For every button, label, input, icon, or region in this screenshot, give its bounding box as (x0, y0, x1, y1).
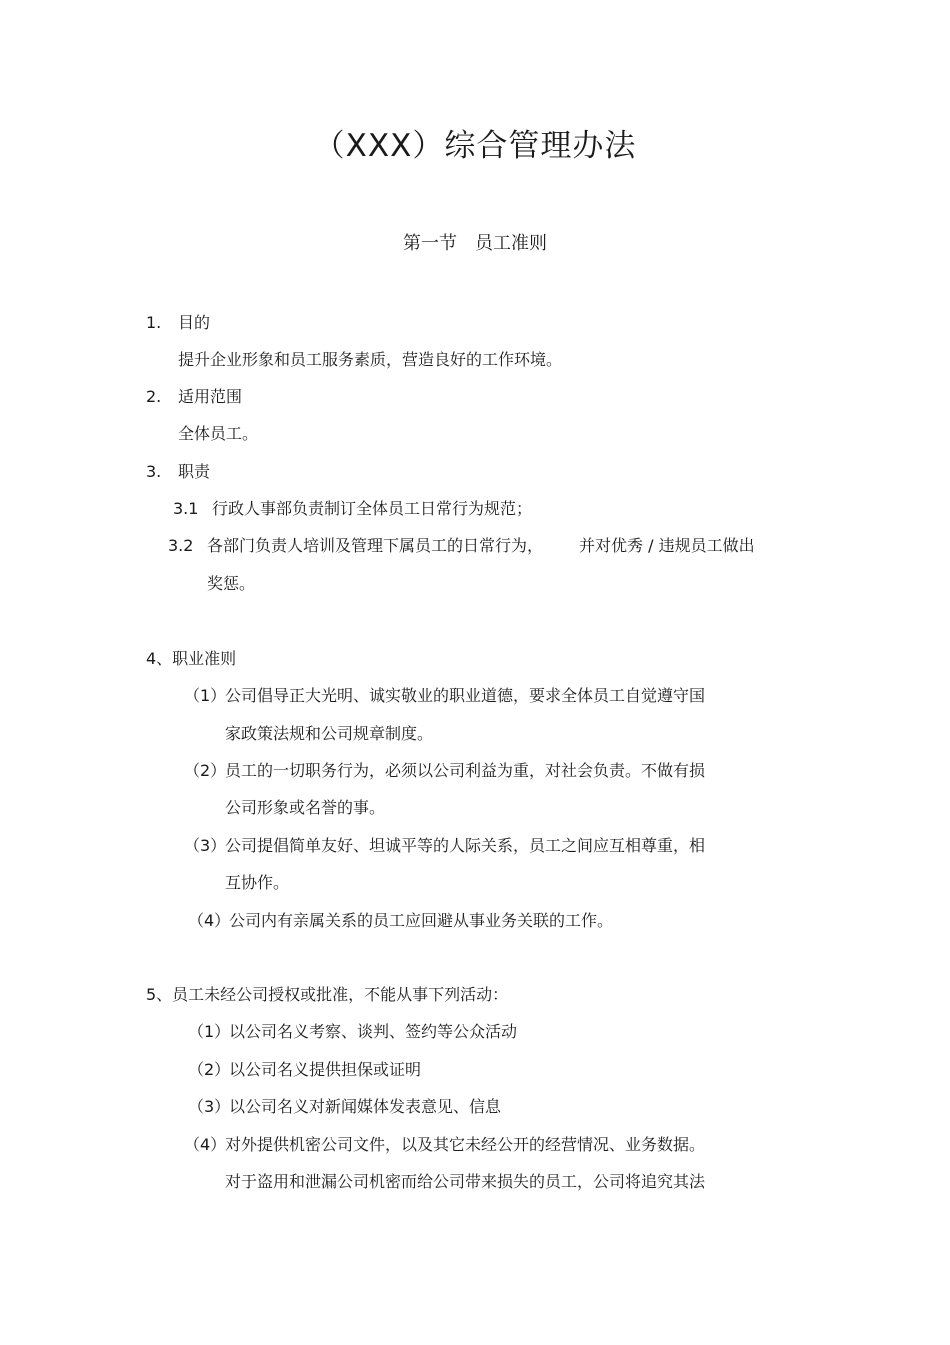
conduct-para-3 (184, 835, 705, 857)
section-prefix: 第一节 (403, 233, 457, 254)
conduct-para-1-cont: 家政策法规和公司规章制度。 (225, 724, 434, 743)
para-text: 员工的一切职务行为，必须以公司利益为重，对社会负责。不做有损 (225, 761, 706, 780)
item-heading: 适用范围 (178, 387, 243, 406)
para-number: （1） (184, 686, 227, 705)
item-prohibited-heading: 5、员工未经公司授权或批准，不能从事下列活动： (146, 985, 509, 1004)
para-text: 对外提供机密公司文件，以及其它未经公开的经营情况、业务数据。 (225, 1135, 706, 1154)
item-duty-heading (146, 461, 210, 483)
item-number: 2. (146, 387, 162, 406)
item-heading: 职责 (178, 462, 211, 481)
sub-number: 3.2 (168, 536, 194, 555)
para-number: （3） (188, 1097, 231, 1116)
item-number: 3. (146, 462, 162, 481)
item-purpose-heading (146, 312, 210, 334)
para-text: 公司内有亲属关系的员工应回避从事业务关联的工作。 (229, 911, 614, 930)
para-number: （3） (184, 836, 227, 855)
section-title (0, 229, 950, 255)
para-text: 以公司名义对新闻媒体发表意见、信息 (229, 1097, 502, 1116)
para-text: 以公司名义提供担保或证明 (229, 1060, 422, 1079)
para-number: （1） (188, 1022, 231, 1041)
prohibited-para-4-cont: 对于盗用和泄漏公司机密而给公司带来损失的员工，公司将追究其法 (225, 1172, 706, 1191)
sub-number: 3.1 (173, 499, 199, 518)
sub-text-a: 各部门负责人培训及管理下属员工的日常行为， (207, 536, 544, 555)
item-number: 1. (146, 313, 162, 332)
duty-sub-3-2 (168, 535, 755, 557)
prohibited-para-4 (184, 1134, 705, 1156)
prohibited-para-2 (188, 1059, 421, 1081)
item-scope-heading (146, 386, 242, 408)
conduct-para-2-cont: 公司形象或名誉的事。 (225, 798, 386, 817)
para-text: 以公司名义考察、谈判、签约等公众活动 (229, 1022, 518, 1041)
conduct-para-2 (184, 760, 705, 782)
document-title: （XXX）综合管理办法 (313, 128, 637, 164)
para-number: （2） (184, 761, 227, 780)
prohibited-para-1 (188, 1021, 517, 1043)
item-scope-text: 全体员工。 (178, 424, 259, 443)
conduct-para-3-cont: 互协作。 (225, 873, 290, 892)
sub-text-b: 并对优秀 / 违规员工做出 (579, 536, 755, 555)
sub-text: 行政人事部负责制订全体员工日常行为规范； (212, 499, 533, 518)
item-heading: 目的 (178, 313, 211, 332)
para-text: 公司提倡简单友好、坦诚平等的人际关系，员工之间应互相尊重，相 (225, 836, 706, 855)
prohibited-para-3 (188, 1096, 501, 1118)
item-conduct-heading: 4、职业准则 (146, 649, 237, 668)
conduct-para-1 (184, 685, 705, 707)
para-number: （4） (184, 1135, 227, 1154)
para-number: （2） (188, 1060, 231, 1079)
duty-sub-3-2-cont: 奖惩。 (207, 574, 256, 593)
para-text: 公司倡导正大光明、诚实敬业的职业道德，要求全体员工自觉遵守国 (225, 686, 706, 705)
conduct-para-4 (188, 910, 613, 932)
para-number: （4） (188, 911, 231, 930)
duty-sub-3-1 (173, 498, 532, 520)
item-purpose-text: 提升企业形象和员工服务素质，营造良好的工作环境。 (178, 350, 563, 369)
section-name: 员工准则 (475, 233, 547, 254)
